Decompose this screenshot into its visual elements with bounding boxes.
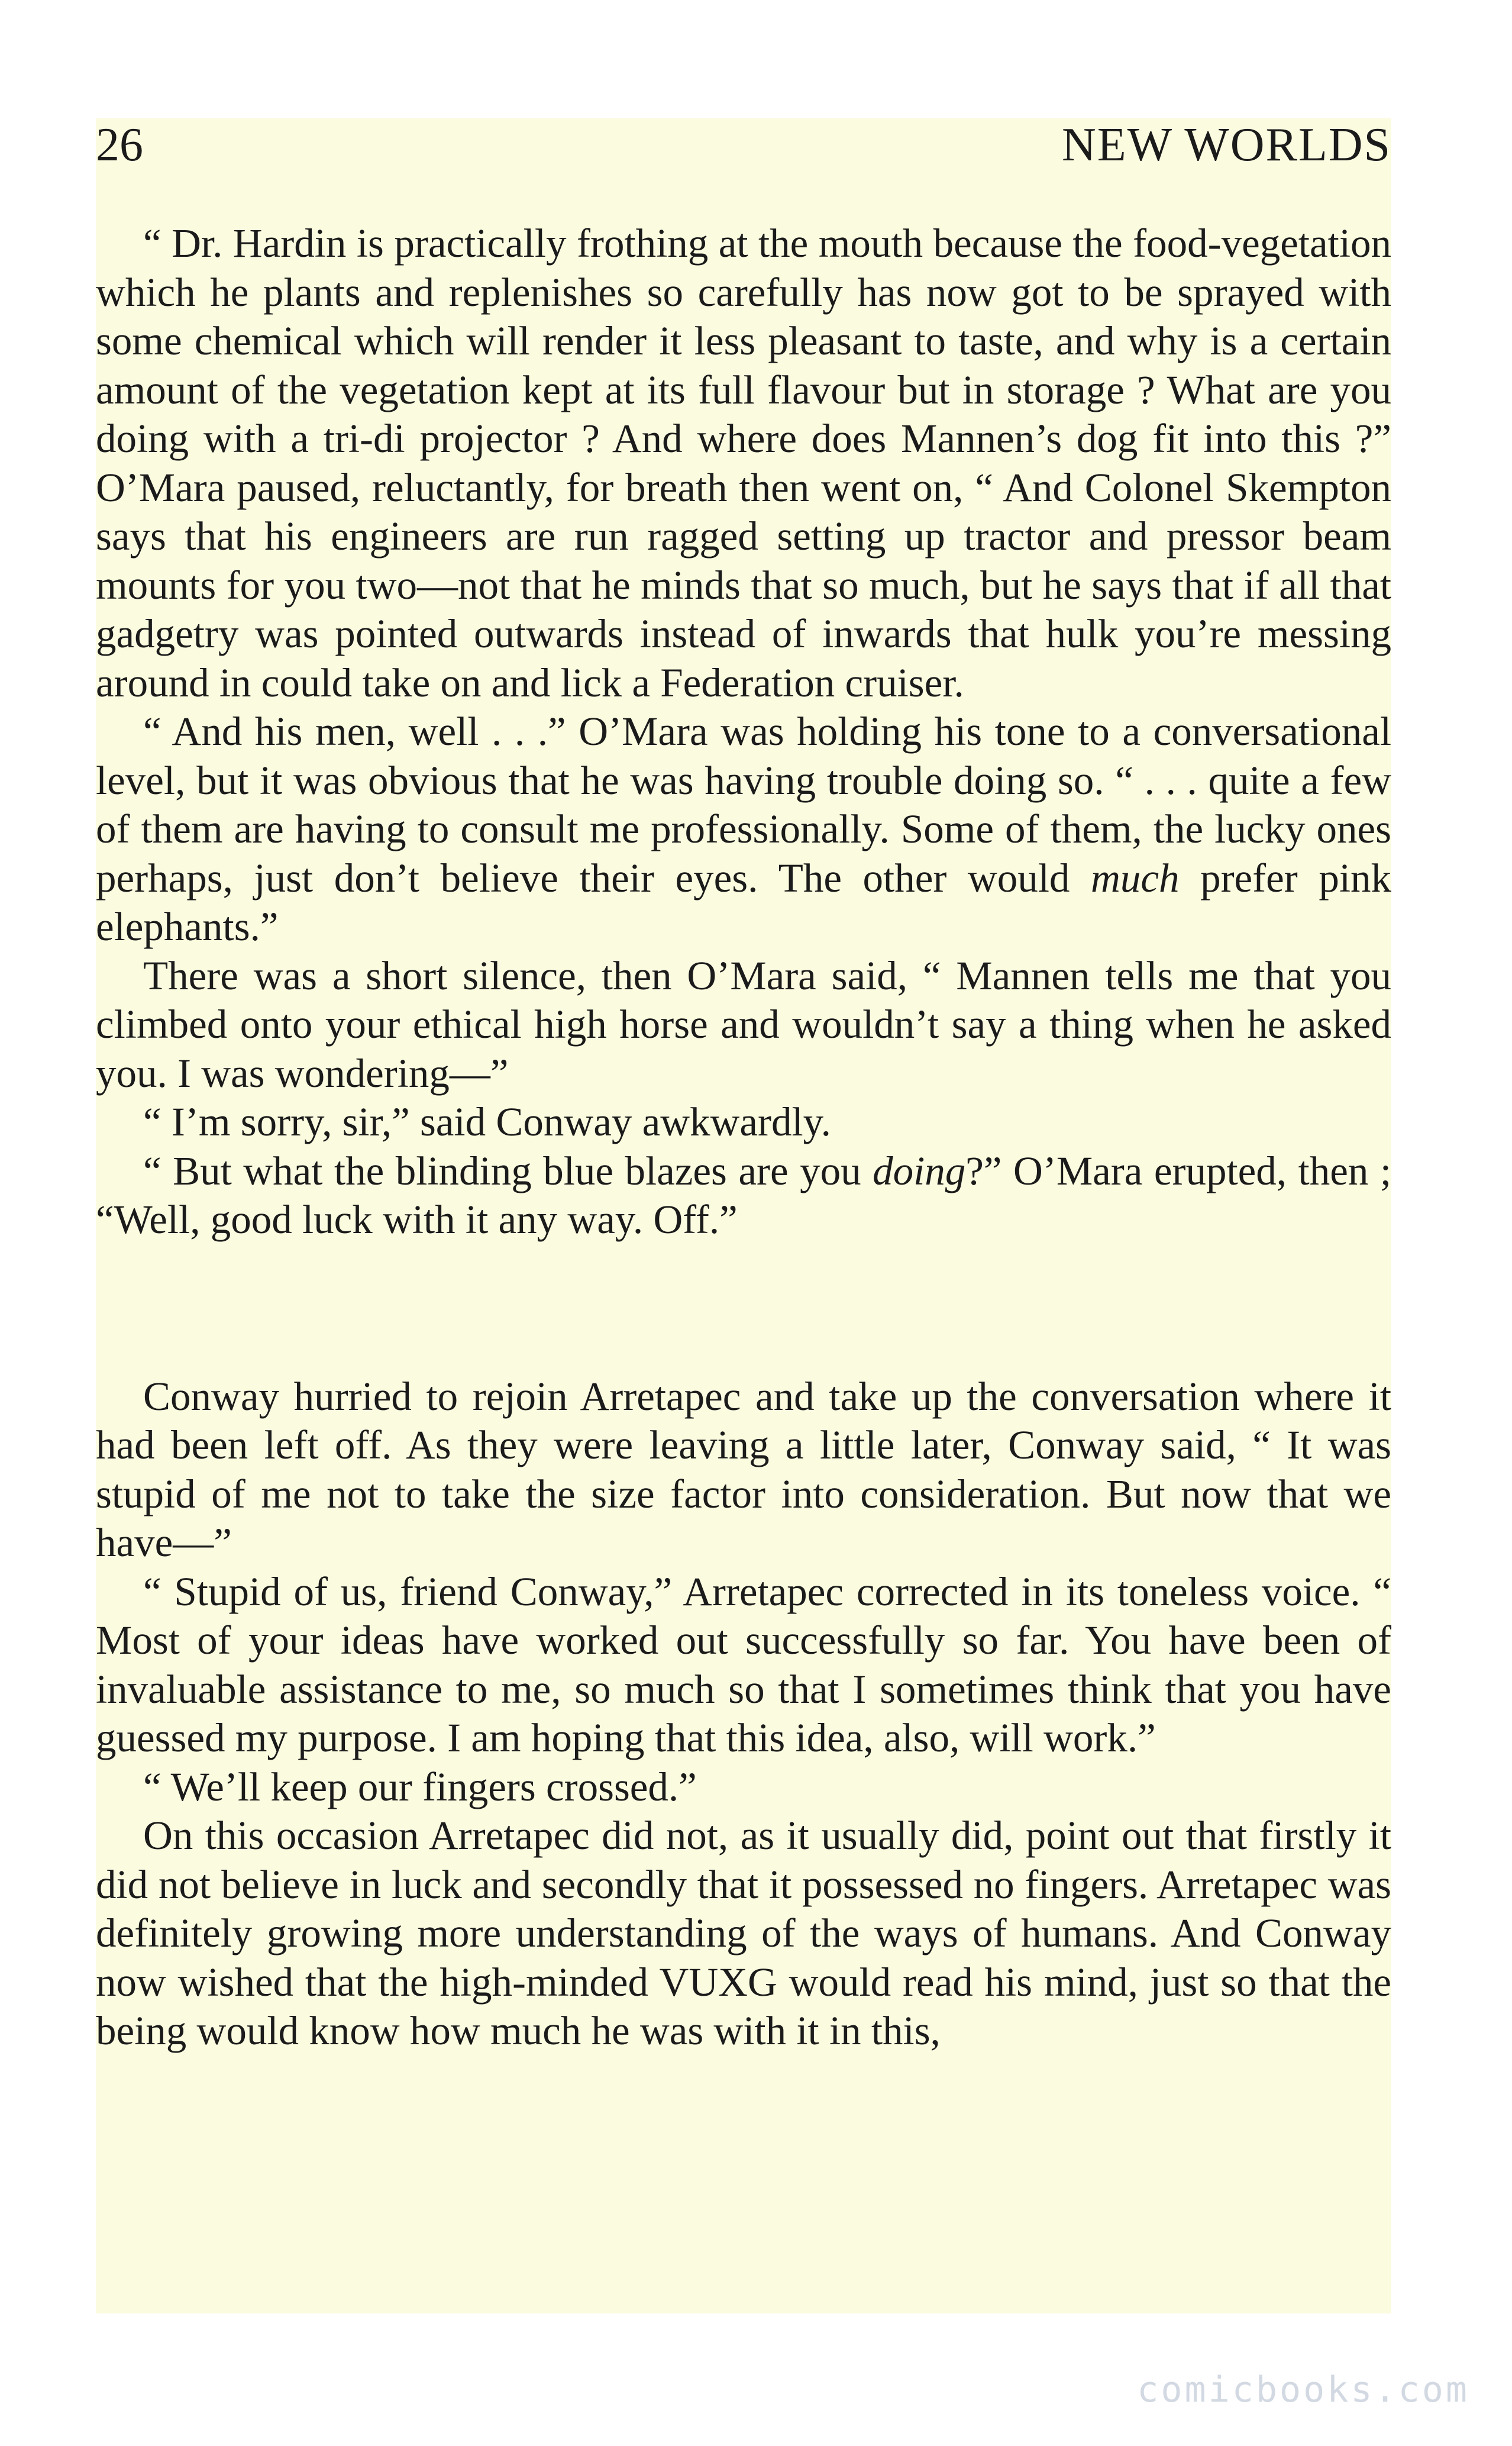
journal-title: NEW WORLDS <box>1061 119 1391 171</box>
paragraph-4: “ I’m sorry, sir,” said Conway awkwardly. <box>143 1099 831 1144</box>
paragraph-7: “ Stupid of us, friend Conway,” Arretapec corrected in its toneless voice. “ Most of your ideas have worked out successfully so far. You have been of invaluable assistance to me, so much so that I sometimes think that you have guessed my purpose. I am hoping that this idea, also, will work.” <box>96 1569 1391 1760</box>
paragraph-2-tail: prefer pink elephants.” <box>96 855 1392 949</box>
paragraph-2 <box>96 707 1391 951</box>
watermark: comicbooks.com <box>1137 2369 1469 2410</box>
running-head <box>96 112 1391 178</box>
paragraph-6: Conway hurried to rejoin Arretapec and take up the conversation where it had been left off. As they were leaving a little later, Conway said, “ It was stupid of me not to take the size factor into consideration. But now that we have—” <box>96 1373 1391 1565</box>
paragraph-9: On this occasion Arretapec did not, as it usually did, point out that firstly it did not believe in luck and secondly that it possessed no fingers. Arretapec was definitely growing more understanding of the ways of humans. And Conway now wished that the high-minded VUXG would read his mind, just so that the being would know how much he was with it in this, <box>96 1813 1391 2053</box>
paragraph-2-text: “ And his men, well . . .” O’Mara was holding his tone to a conversational level, but it was obvious that he was having trouble doing so. “ . . . quite a few of them are having to consult me professionally. Some of them, the lucky ones perhaps, just don’t believe their eyes. The other would <box>96 709 1391 901</box>
paragraph-5-italic: doing <box>873 1148 966 1193</box>
page-number: 26 <box>96 119 143 171</box>
section-break <box>96 1244 1391 1372</box>
body-text <box>96 219 1391 2055</box>
paragraph-5-tail: ?” O’Mara erupted, then ; “Well, good luck with it any way. Off.” <box>96 1148 1391 1242</box>
paragraph-5-text: “ But what the blinding blue blazes are you <box>143 1148 861 1193</box>
paragraph-1: “ Dr. Hardin is practically frothing at the mouth because the food-vegetation which he plants and replenishes so carefully has now got to be sprayed with some chemical which will render it less pleasant to taste, and why is a certain amount of the vegetation kept at its full flavour but in storage ? What are you doing with a tri-di projector ? And where does Mannen’s dog fit into this ?” O’Mara paused, reluctantly, for breath then went on, “ And Colonel Skempton says that his engineers are run ragged setting up tractor and pressor beam mounts for you two—not that he minds that so much, but he says that if all that gadgetry was pointed outwards instead of inwards that hulk you’re messing around in could take on and lick a Federation cruiser. <box>96 221 1391 705</box>
paragraph-3: There was a short silence, then O’Mara said, “ Mannen tells me that you climbed onto your ethical high horse and wouldn’t say a thing when he asked you. I was wondering—” <box>96 953 1391 1096</box>
paragraph-8: “ We’ll keep our fingers crossed.” <box>143 1764 697 1809</box>
paragraph-5 <box>96 1147 1391 1244</box>
paragraph-2-italic: much <box>1091 855 1180 901</box>
